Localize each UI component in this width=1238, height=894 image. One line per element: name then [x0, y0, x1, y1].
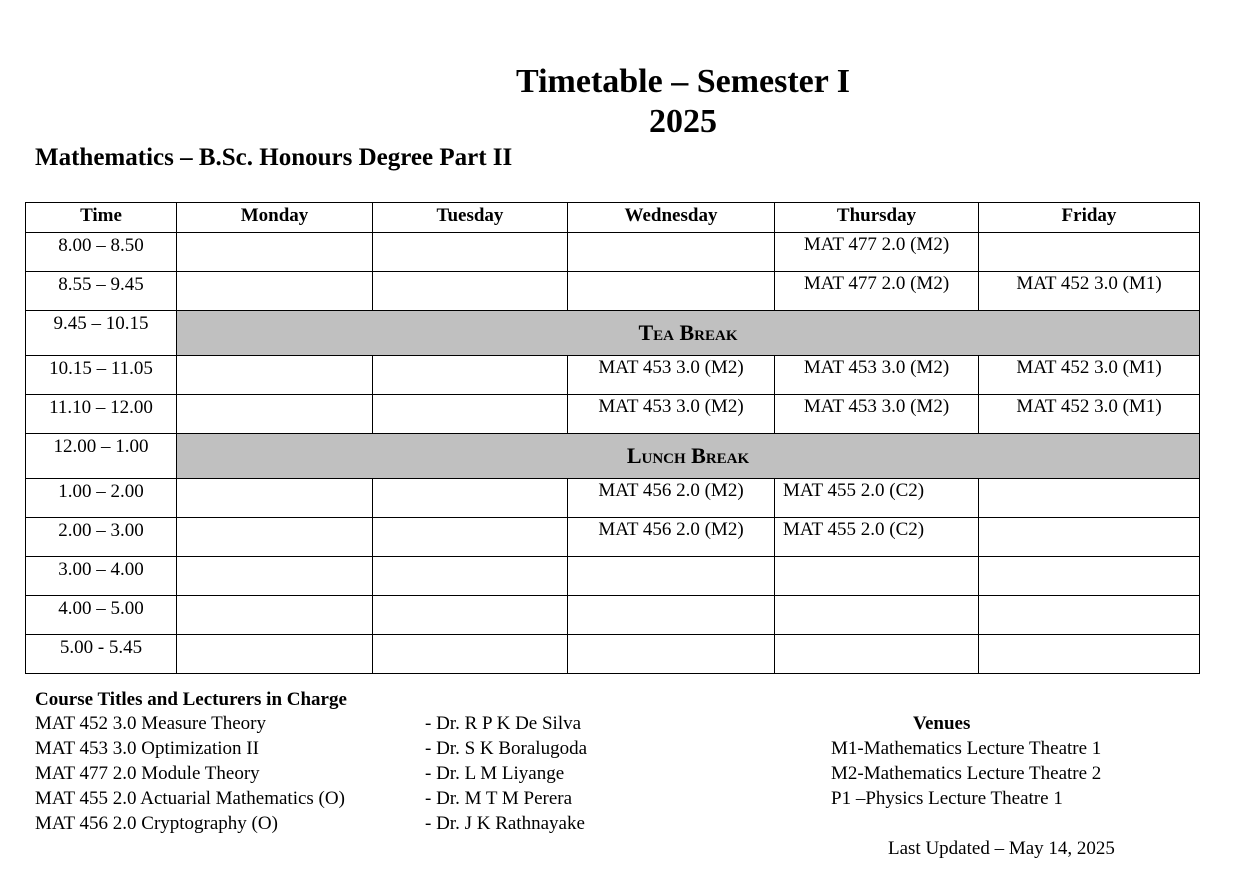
course-title: MAT 453 3.0 Optimization II — [35, 738, 259, 759]
monday-cell — [177, 272, 373, 311]
friday-cell — [979, 596, 1200, 635]
table-row — [26, 635, 1200, 674]
lunch-break-cell: Lunch Break — [177, 434, 1200, 479]
header-friday: Friday — [979, 203, 1200, 233]
wednesday-cell: MAT 456 2.0 (M2) — [568, 518, 775, 557]
course-title: MAT 477 2.0 Module Theory — [35, 763, 260, 784]
monday-cell — [177, 233, 373, 272]
tuesday-cell — [373, 518, 568, 557]
wednesday-cell: MAT 456 2.0 (M2) — [568, 479, 775, 518]
table-row — [26, 395, 1200, 434]
tuesday-cell — [373, 557, 568, 596]
tuesday-cell — [373, 596, 568, 635]
thursday-cell: MAT 453 3.0 (M2) — [775, 395, 979, 434]
list-item — [35, 786, 655, 811]
course-lecturer: - Dr. R P K De Silva — [425, 713, 582, 734]
monday-cell — [177, 356, 373, 395]
tea-break-row — [26, 311, 1200, 356]
time-cell: 1.00 – 2.00 — [26, 479, 177, 518]
table-row — [26, 233, 1200, 272]
tuesday-cell — [373, 479, 568, 518]
wednesday-cell — [568, 596, 775, 635]
tuesday-cell — [373, 356, 568, 395]
header-monday: Monday — [177, 203, 373, 233]
friday-cell: MAT 452 3.0 (M1) — [979, 272, 1200, 311]
list-item — [35, 711, 655, 736]
legend-heading: Course Titles and Lecturers in Charge — [35, 689, 347, 710]
wednesday-cell — [568, 557, 775, 596]
monday-cell — [177, 635, 373, 674]
page-year: 2025 — [649, 103, 717, 140]
time-cell: 2.00 – 3.00 — [26, 518, 177, 557]
venue-item: P1 –Physics Lecture Theatre 1 — [831, 788, 1063, 809]
table-row — [26, 272, 1200, 311]
page-subtitle: Mathematics – B.Sc. Honours Degree Part II — [35, 144, 513, 171]
course-title: MAT 455 2.0 Actuarial Mathematics (O) — [35, 788, 345, 809]
course-list — [35, 711, 655, 836]
tuesday-cell — [373, 395, 568, 434]
venue-item: M2-Mathematics Lecture Theatre 2 — [831, 763, 1102, 784]
thursday-cell: MAT 455 2.0 (C2) — [775, 518, 979, 557]
list-item — [35, 736, 655, 761]
friday-cell: MAT 452 3.0 (M1) — [979, 395, 1200, 434]
header-wednesday: Wednesday — [568, 203, 775, 233]
course-lecturer: - Dr. S K Boralugoda — [425, 738, 588, 759]
thursday-cell: MAT 453 3.0 (M2) — [775, 356, 979, 395]
time-cell: 9.45 – 10.15 — [26, 311, 177, 356]
time-cell: 4.00 – 5.00 — [26, 596, 177, 635]
monday-cell — [177, 395, 373, 434]
table-row — [26, 479, 1200, 518]
time-cell: 12.00 – 1.00 — [26, 434, 177, 479]
venue-list — [831, 736, 1101, 811]
thursday-cell — [775, 635, 979, 674]
tuesday-cell — [373, 272, 568, 311]
tuesday-cell — [373, 233, 568, 272]
thursday-cell: MAT 477 2.0 (M2) — [775, 233, 979, 272]
time-cell: 3.00 – 4.00 — [26, 557, 177, 596]
list-item — [35, 761, 655, 786]
header-time: Time — [26, 203, 177, 233]
thursday-cell: MAT 455 2.0 (C2) — [775, 479, 979, 518]
time-cell: 5.00 - 5.45 — [26, 635, 177, 674]
wednesday-cell: MAT 453 3.0 (M2) — [568, 395, 775, 434]
friday-cell — [979, 635, 1200, 674]
friday-cell — [979, 479, 1200, 518]
timetable-header-row — [26, 203, 1200, 233]
table-row — [26, 557, 1200, 596]
tuesday-cell — [373, 635, 568, 674]
friday-cell — [979, 518, 1200, 557]
friday-cell: MAT 452 3.0 (M1) — [979, 356, 1200, 395]
monday-cell — [177, 557, 373, 596]
time-cell: 11.10 – 12.00 — [26, 395, 177, 434]
venue-item: M1-Mathematics Lecture Theatre 1 — [831, 738, 1102, 759]
wednesday-cell — [568, 635, 775, 674]
table-row — [26, 596, 1200, 635]
list-item — [35, 811, 655, 836]
table-row — [26, 356, 1200, 395]
course-lecturer: - Dr. L M Liyange — [425, 763, 565, 784]
header-thursday: Thursday — [775, 203, 979, 233]
friday-cell — [979, 233, 1200, 272]
monday-cell — [177, 479, 373, 518]
wednesday-cell — [568, 233, 775, 272]
monday-cell — [177, 596, 373, 635]
table-row — [26, 518, 1200, 557]
lunch-break-row — [26, 434, 1200, 479]
time-cell: 10.15 – 11.05 — [26, 356, 177, 395]
timetable — [25, 202, 1200, 674]
wednesday-cell: MAT 453 3.0 (M2) — [568, 356, 775, 395]
course-lecturer: - Dr. M T M Perera — [425, 788, 573, 809]
thursday-cell — [775, 557, 979, 596]
tea-break-cell: Tea Break — [177, 311, 1200, 356]
wednesday-cell — [568, 272, 775, 311]
course-lecturer: - Dr. J K Rathnayake — [425, 813, 585, 834]
monday-cell — [177, 518, 373, 557]
course-title: MAT 452 3.0 Measure Theory — [35, 713, 266, 734]
venues-heading: Venues — [913, 713, 971, 734]
header-tuesday: Tuesday — [373, 203, 568, 233]
last-updated: Last Updated – May 14, 2025 — [888, 838, 1115, 859]
page-title: Timetable – Semester I — [516, 63, 850, 100]
thursday-cell: MAT 477 2.0 (M2) — [775, 272, 979, 311]
time-cell: 8.55 – 9.45 — [26, 272, 177, 311]
friday-cell — [979, 557, 1200, 596]
thursday-cell — [775, 596, 979, 635]
course-title: MAT 456 2.0 Cryptography (O) — [35, 813, 278, 834]
time-cell: 8.00 – 8.50 — [26, 233, 177, 272]
